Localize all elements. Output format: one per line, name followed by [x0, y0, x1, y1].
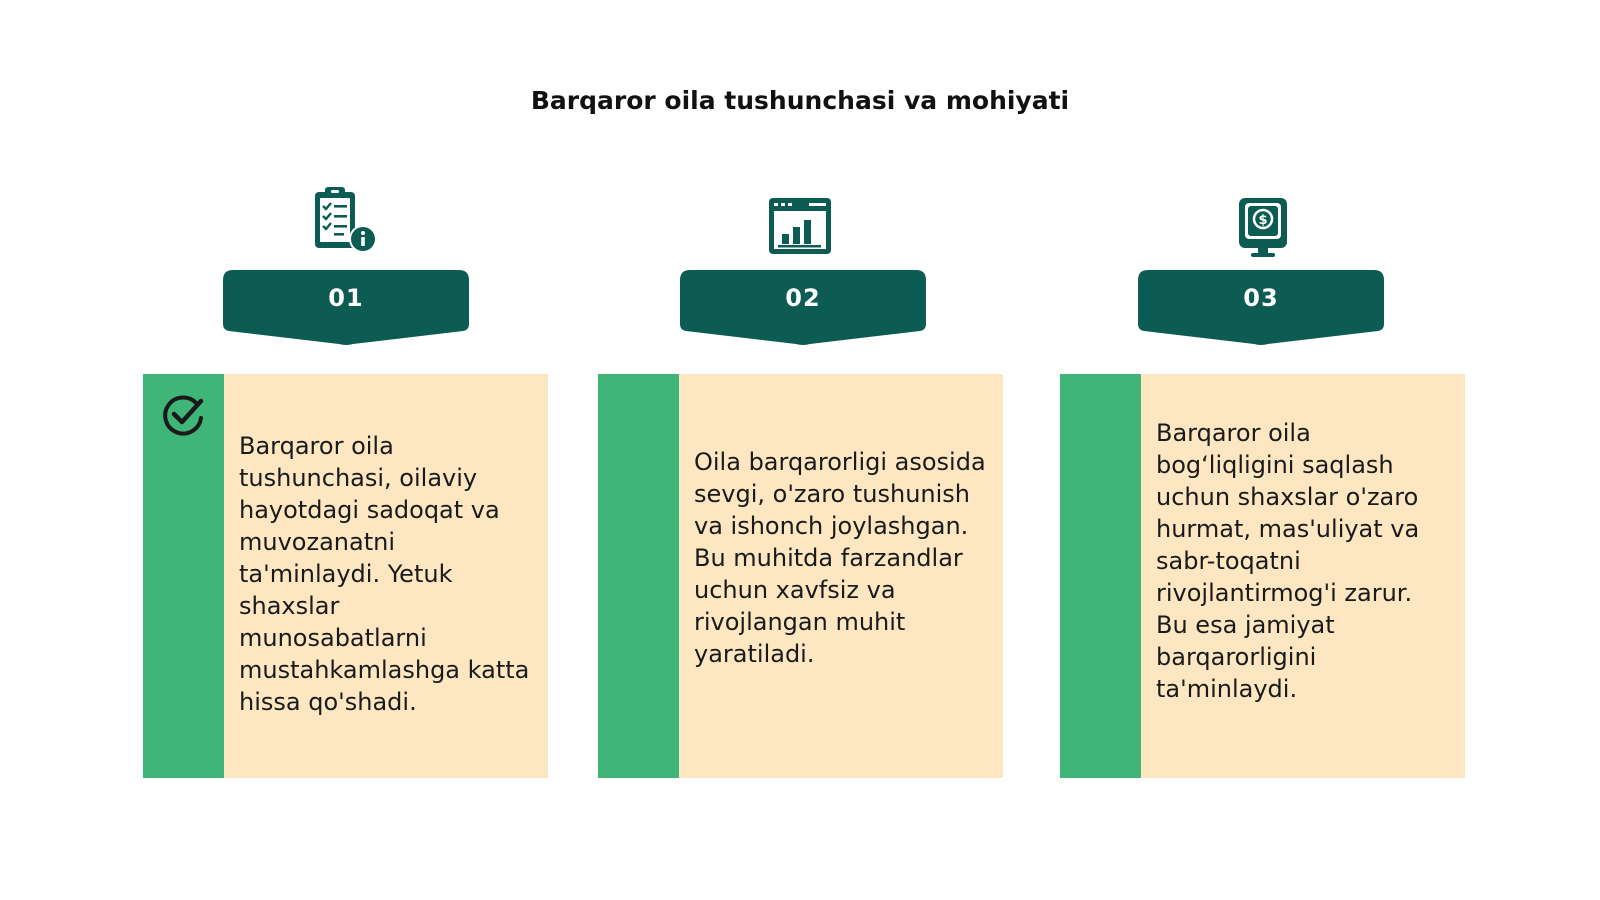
step-number: 02 — [785, 284, 821, 312]
card-accent-strip — [143, 374, 224, 778]
card-accent-strip — [598, 374, 679, 778]
step-card — [143, 374, 548, 778]
monitor-dollar-icon — [1227, 190, 1297, 262]
clipboard-checklist-info-icon — [309, 184, 379, 256]
svg-text:$: $ — [1258, 213, 1268, 228]
step-description: Barqaror oila bog‘liqligini saqlash uchun shaxslar o'zaro hurmat, mas'uliyat va sabr-toqatni rivojlantirmog'i zarur. Bu esa jamiyat barqarorligini ta'minlaydi. — [1156, 419, 1420, 703]
card-accent-strip — [1060, 374, 1141, 778]
check-circle-icon — [161, 392, 207, 438]
step-number: 03 — [1243, 284, 1279, 312]
page-title: Barqaror oila tushunchasi va mohiyati — [530, 86, 1070, 115]
step-card — [1060, 374, 1465, 778]
step-number: 01 — [328, 284, 364, 312]
step-badge — [1138, 270, 1384, 348]
step-badge — [223, 270, 469, 348]
step-description: Barqaror oila tushunchasi, oilaviy hayotdagi sadoqat va muvozanatni ta'minlaydi. Yetuk shaxslar munosabatlarni mustahkamlashga katta hissa qo'shadi. — [239, 432, 530, 716]
step-column-2 — [598, 0, 1018, 900]
step-badge — [680, 270, 926, 348]
step-column-3 — [1060, 0, 1480, 900]
browser-bar-chart-icon — [765, 192, 835, 264]
step-column-1 — [143, 0, 563, 900]
step-description: Oila barqarorligi asosida sevgi, o'zaro tushunish va ishonch joylashgan. Bu muhitda farzandlar uchun xavfsiz va rivojlangan muhit yaratiladi. — [694, 448, 986, 668]
step-card — [598, 374, 1003, 778]
